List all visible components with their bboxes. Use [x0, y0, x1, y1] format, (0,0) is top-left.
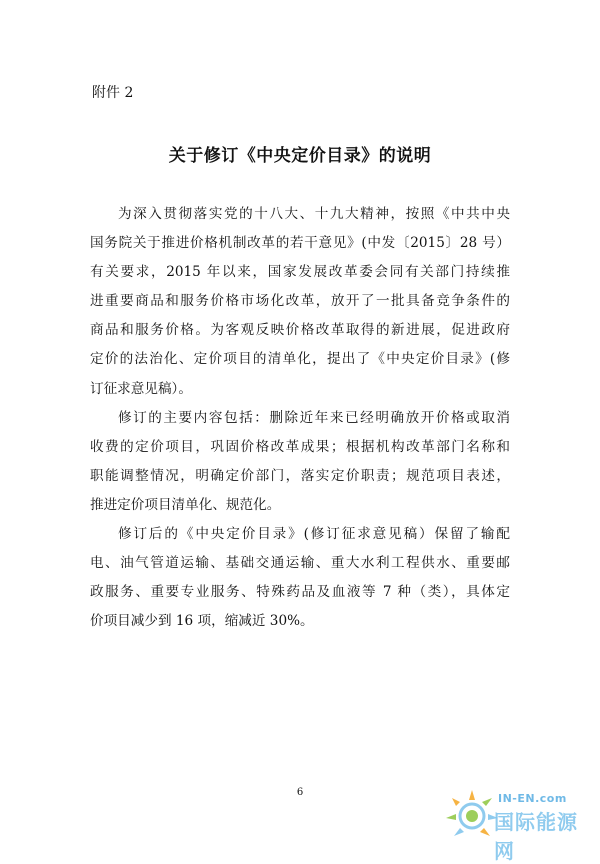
- paragraph-1-line-2: 国务院关于推进价格机制改革的若干意见》(中发〔2015〕28 号）: [90, 235, 510, 252]
- paragraph-3-line-3: 政服务、重要专业服务、特殊药品及血液等 7 种（类），具体定: [90, 584, 510, 601]
- sun-logo-icon: [442, 784, 500, 842]
- paragraph-3-line-2: 电、油气管道运输、基础交通运输、重大水利工程供水、重要邮: [90, 555, 510, 572]
- paragraph-1-line-5: 商品和服务价格。为客观反映价格改革取得的新进展，促进政府: [90, 322, 510, 339]
- watermark-site-cn: 国际能源网: [494, 810, 578, 863]
- attachment-label: 附件 2: [92, 85, 134, 101]
- paragraph-2-line-1: 修订的主要内容包括：删除近年来已经明确放开价格或取消: [118, 409, 510, 426]
- document-title: 关于修订《中央定价目录》的说明: [168, 146, 432, 166]
- paragraph-1-line-3: 有关要求，2015 年以来，国家发展改革委会同有关部门持续推: [90, 264, 510, 281]
- paragraph-1-line-4: 进重要商品和服务价格市场化改革，放开了一批具备竞争条件的: [90, 293, 510, 310]
- paragraph-2-line-4: 推进定价项目清单化、规范化。: [90, 496, 281, 513]
- site-watermark: [442, 782, 590, 863]
- paragraph-1-line-7: 订征求意见稿）。: [90, 380, 192, 397]
- paragraph-2-line-2: 收费的定价项目，巩固价格改革成果；根据机构改革部门名称和: [90, 438, 510, 455]
- page-number: 6: [296, 787, 304, 798]
- paragraph-3-line-1: 修订后的《中央定价目录》(修订征求意见稿）保留了输配: [118, 526, 510, 543]
- document-body: [90, 200, 510, 636]
- paragraph-1-line-1: 为深入贯彻落实党的十八大、十九大精神，按照《中共中央: [118, 206, 510, 222]
- paragraph-1-line-6: 定价的法治化、定价项目的清单化，提出了《中央定价目录》(修: [90, 351, 510, 368]
- paragraph-3-line-4: 价项目减少到 16 项，缩减近 30%。: [90, 613, 314, 630]
- paragraph-2-line-3: 职能调整情况，明确定价部门，落实定价职责；规范项目表述，: [90, 467, 510, 484]
- watermark-site-en: IN-EN.com: [498, 792, 567, 805]
